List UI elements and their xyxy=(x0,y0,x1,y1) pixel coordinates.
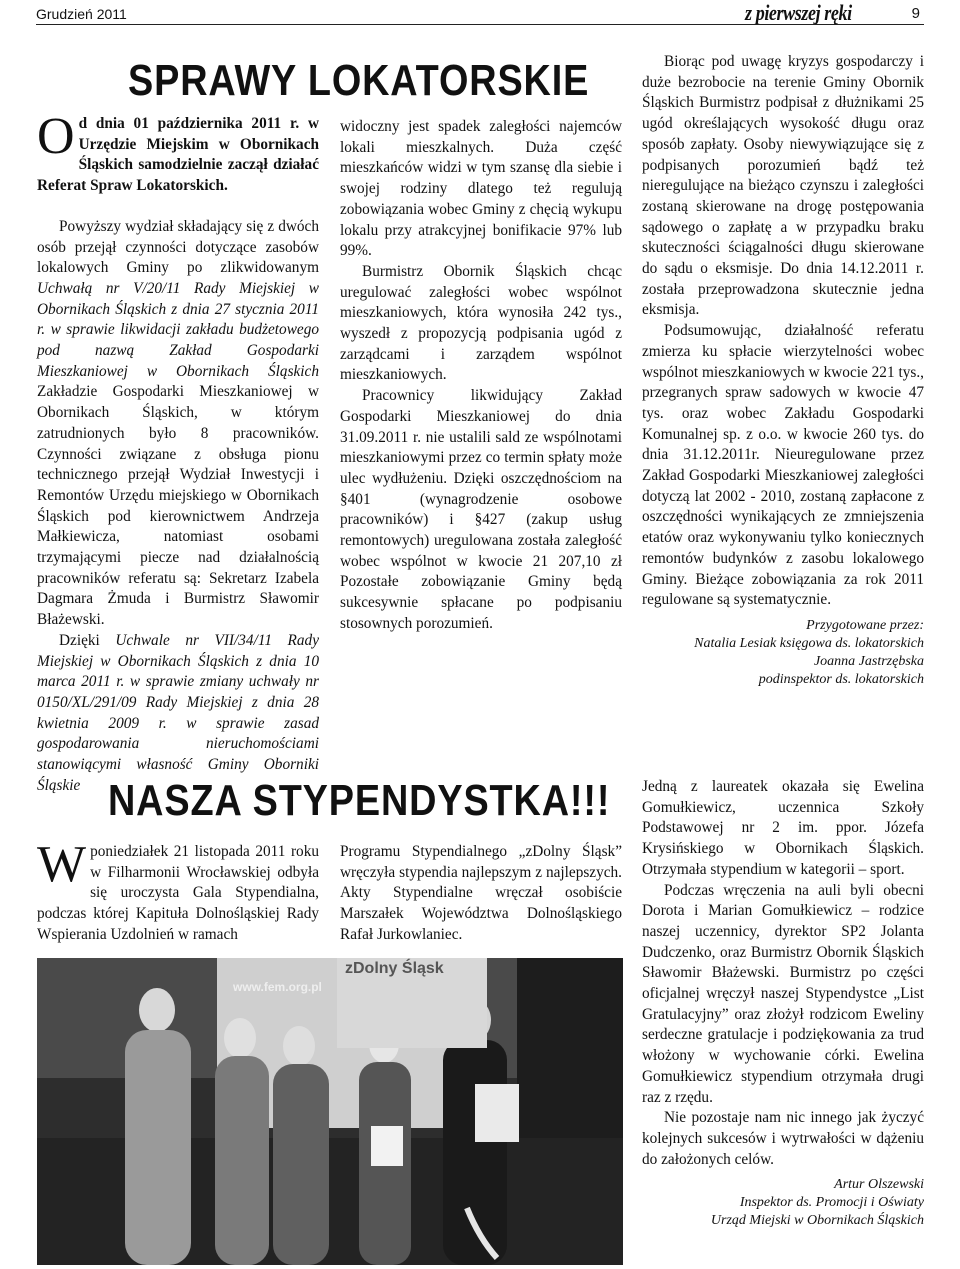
article1-paragraph-3: Burmistrz Obornik Śląskich chcąc uregulować zaległości wobec wspólnot mieszkaniowych, która wynosiła 242 tys., wyszedł z propozycją podpisania ugód z zarządcami i zarządem wspólnot mieszkaniowych. xyxy=(340,262,622,384)
article1-paragraph-6: Podsumowując, działalność referatu zmierza ku spłacie wierzytelności wobec wspólnot mieszkaniowych w kwocie 221 tys., przegranych spraw sadowych w kwocie 47 tys. oraz wobec Zakładu Gospodarki Komunalnej sp. z o.o. w kwocie 260 tys. do dnia 31.12.2011r. Nieuregulowane przez Zakład Gospodarki Mieszkaniowej zaległości dotyczą lat 2002 - 2010, zostaną zapłacone z oszczędności wynikających ze zmniejszenia etatów oraz wykonywaniu tylko koniecznych remontów budynków z zasobu lokalowego Gminy. Bieżące zobowiązania za rok 2011 regulowane są systematycznie. xyxy=(642,322,924,609)
article1-signature xyxy=(642,617,924,689)
signature-line: Inspektor ds. Promocji i Oświaty xyxy=(739,1195,924,1211)
photo-banner-text: zDolny Śląsk xyxy=(345,960,444,977)
header-rule xyxy=(36,24,924,25)
signature-line: Natalia Lesiak księgowa ds. lokatorskich xyxy=(694,635,924,651)
article1-paragraph-1 xyxy=(37,217,319,631)
article2-column-1 xyxy=(37,842,319,952)
article1-paragraph-5: Biorąc pod uwagę kryzys gospodarczy i duże bezrobocie na terenie Gminy Obornik Śląskich Burmistrz podpisał z dłużnikami 25 ugód określających wysokość długu oraz sposób zapłaty. Osoby niewywiązujące się z podpisanych porozumień bądź też nieregulujące na bieżąco czynszu i zaległości zostaną skierowane na drogę postępowania sądowego o zapłatę a w przypadku braku skuteczności ściągalności długu skierowane do sądu o eksmisje. Do dnia 14.12.2011 r. została przeprowadzona skutecznie jedna eksmisja. xyxy=(642,53,924,319)
article1-paragraph-4: Pracownicy likwidujący Zakład Gospodarki Mieszkaniowej do dnia 31.09.2011 r. nie ustalili sald ze wspólnotami mieszkaniowymi przez co termin spłaty może ulec wydłużeniu. Dzięki oszczędnościom na §401 (wynagrodzenie osobowe pracowników) i §427 (zakup usług remontowych) uregulowana została zaległość wobec wspólnot w kwocie 21 207,10 zł Pozostałe zobowiązanie Gminy będą sukcesywnie spłacane po podpisaniu stosownych porozumień. xyxy=(340,387,622,632)
text-run: Powyższy wydział składający się z dwóch osób przejął czynności dotyczące zasobów lokalowych Gminy po zlikwidowanym xyxy=(37,217,319,277)
award-ceremony-photo xyxy=(37,958,623,1265)
photo-banner xyxy=(337,958,487,1048)
signature-line: Artur Olszewski xyxy=(834,1177,924,1193)
article1-paragraph-2-cont xyxy=(340,117,622,262)
text-run: Zakładzie Gospodarki Mieszkaniowej w Obornikach Śląskich, w którym zatrudnionych było 8 pracowników. Czynności związane z obsługa pionu technicznego przejął Wydział Inwestycji i Remontów Urzędu miejskiego w Obornikach Śląskich pod kierownictwem Andrzeja Małkiewicza, natomiast osobami trzymającymi piecze nad działalnością pracowników referatu są: Sekretarz Izabela Dagmara Żmuda i Burmistrz Sławomir Błażewski. xyxy=(37,383,319,629)
article1-paragraph-2 xyxy=(37,631,319,797)
signature-line: Urząd Miejski w Obornikach Śląskich xyxy=(710,1213,924,1229)
article2-paragraph-1-text: poniedziałek 21 listopada 2011 roku w Filharmonii Wrocławskiej odbyła się uroczysta Gala Stypendialna, podczas której Kapituła Dolnośląskiej Rady Wspierania Uzdolnień w ramach xyxy=(37,843,319,943)
article2-dropcap: W xyxy=(37,842,87,893)
page-number: 9 xyxy=(911,5,920,22)
article2-paragraph-1 xyxy=(37,842,319,946)
text-run-italic: Uchwale nr VII/34/11 Rady Miejskiej w Obornikach Śląskich z dnia 10 marca 2011 r. w sprawie zmiany uchwały nr 0150/XL/291/09 Rady Miejskiej z dnia 28 kwietnia 2009 r. w sprawie zasad gospodarowania nieruchomościami stanowiącymi własność Gminy Oborniki Śląskie xyxy=(37,631,319,794)
article1-column-3 xyxy=(642,52,924,689)
article-headline-sprawy-lokatorskie: SPRAWY LOKATORSKIE xyxy=(128,56,590,105)
article2-column-3 xyxy=(642,777,924,1230)
issue-date: Grudzień 2011 xyxy=(36,6,127,22)
text-run-italic: Uchwałą nr V/20/11 Rady Miejskiej w Obornikach Śląskich z dnia 27 stycznia 2011 r. w sprawie likwidacji zakładu budżetowego pod nazwą Zakład Gospodarki Mieszkaniowej w Obornikach Śląskich xyxy=(37,279,319,380)
article1-column-2 xyxy=(340,117,622,635)
article2-column-2 xyxy=(340,842,622,952)
article2-paragraph-4: Nie pozostaje nam nic innego jak życzyć kolejnych sukcesów i wytrwałości w dążeniu do założonych celów. xyxy=(642,1109,924,1168)
signature-line: Joanna Jastrzębska xyxy=(813,653,924,669)
masthead: z pierwszej ręki xyxy=(745,0,852,25)
article1-lead-text: d dnia 01 października 2011 r. w Urzędzie Miejskim w Obornikach Śląskich samodzielnie zaczął działać Referat Spraw Lokatorskich. xyxy=(37,115,319,195)
article2-paragraph-2: Jedną z laureatek okazała się Ewelina Gomułkiewicz, uczennica Szkoły Podstawowej nr 2 im. ppor. Józefa Krysińskiego w Obornikach Śląskich. Otrzymała stypendium w kategorii – sport. xyxy=(642,778,924,878)
text-run: widoczny jest spadek zaległości najemców lokali mieszkalnych. Duża część mieszkańców widzi w tym szansę dla siebie i swojej rodziny dlatego też regulują zobowiązania wobec Gminy z chęcią wykupu lokalu przy atrakcyjnej bonifikacie 97% lub 99%. xyxy=(340,118,622,260)
signature-line: Przygotowane przez: xyxy=(806,617,924,633)
text-run: Dzięki xyxy=(59,631,116,649)
photo-url-text: www.fem.org.pl xyxy=(233,980,322,994)
article2-paragraph-3: Podczas wręczenia na auli byli obecni Dorota i Marian Gomułkiewicz – rodzice naszej uczennicy, dyrektor SP2 Jolanta Dudczenko, oraz Burmistrz Obornik Śląskich Sławomir Błażewski. Burmistrz po części oficjalnej wręczył naszej Stypendystce „List Gratulacyjny” oraz złożył rodzicom Eweliny serdeczne gratulacje i podziękowania za trud włożony w wychowanie córki. Ewelina Gomułkiewicz stypendium otrzymała drugi raz z rzędu. xyxy=(642,881,924,1106)
photo-illustration xyxy=(37,958,623,1265)
article1-dropcap: O xyxy=(37,108,75,165)
article1-column-1 xyxy=(37,108,319,797)
article1-lead xyxy=(37,108,319,197)
article-headline-nasza-stypendystka: NASZA STYPENDYSTKA!!! xyxy=(108,776,611,825)
article2-paragraph-1-cont: Programu Stypendialnego „zDolny Śląsk” wręczyła stypendia najlepszym z najlepszych. Akty Stypendialne wręczał osobiście Marszałek Województwa Dolnośląskiego Rafał Jurkowlaniec. xyxy=(340,843,622,943)
article2-signature xyxy=(642,1176,924,1230)
signature-line: podinspektor ds. lokatorskich xyxy=(758,671,924,687)
